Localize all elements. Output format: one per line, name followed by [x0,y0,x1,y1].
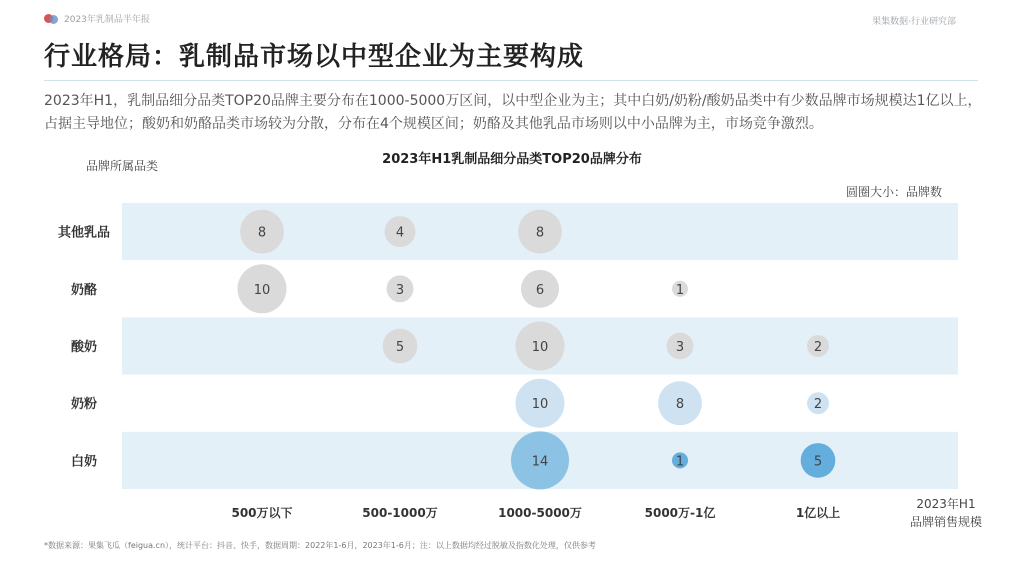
bubble-point [515,379,564,428]
bubble-point [807,392,829,414]
y-tick-labels [58,225,110,470]
bubble-value-label: 14 [531,454,549,470]
x-tick-label: 500万以下 [231,506,293,520]
y-tick-label: 奶酪 [70,282,98,298]
bubble-value-label: 2 [813,340,823,355]
bubble-value-label: 8 [675,397,685,413]
bubble-point [518,210,562,254]
y-tick-label: 酸奶 [70,340,98,355]
y-axis-label: 品牌所属品类 [86,159,159,173]
x-tick-label: 500-1000万 [362,506,438,520]
bubble-point [521,270,559,308]
x-tick-label: 1000-5000万 [498,506,582,520]
x-tick-label: 1亿以上 [795,506,841,520]
bubble-value-label: 10 [253,282,271,298]
bubble-value-label: 10 [531,397,549,413]
x-tick-labels [231,505,840,520]
bubble-point [240,210,284,254]
bubble-value-label: 2 [813,397,823,413]
y-tick-label: 奶粉 [70,397,98,413]
chart-title: 2023年H1乳制品细分品类TOP20品牌分布 [382,152,642,167]
bubble-value-label: 6 [535,282,545,298]
bubble-value-label: 8 [257,225,267,241]
bubble-point [807,335,829,357]
x-axis-label-line1: 2023年H1 [916,497,976,511]
bubble-point [667,333,694,360]
x-tick-label: 5000万-1亿 [644,506,716,520]
bubble-value-label: 1 [675,282,685,298]
page-title: 行业格局：乳制品市场以中型企业为主要构成 [44,42,585,72]
bubble-value-label: 5 [395,340,405,355]
bubble-value-label: 1 [675,454,685,470]
x-axis-label-line2: 品牌销售规模 [909,515,983,529]
org-name: 果集数据·行业研究部 [872,17,956,27]
summary-text: 2023年H1，乳制品细分品类TOP20品牌主要分布在1000-5000万区间，以中型企业为主；其中白奶/奶粉/酸奶品类中有少数品牌市场规模达1亿以上，占据主导地位；酸奶和奶酪品类市场较为分散，分布在4个规模区间；奶酪及其他乳品市场则以中小品牌为主，市场竞争激烈。 [44,93,982,132]
bubble-point [658,381,702,425]
bubble-point [384,216,415,247]
report-name: 2023年乳制品半年报 [64,15,150,25]
bubble-point [383,329,418,364]
bubble-value-label: 4 [395,225,405,241]
bubble-value-label: 5 [813,454,823,470]
bubble-value-label: 3 [675,340,685,355]
bubble-point [515,321,564,370]
bubble-point [387,275,414,302]
bubble-value-label: 10 [531,340,549,355]
size-legend: 圆圈大小：品牌数 [845,185,942,199]
bubble-point [511,431,569,489]
bubble-value-label: 3 [395,282,405,298]
y-tick-label: 其他乳品 [57,225,111,241]
bubble-point [801,443,836,478]
y-tick-label: 白奶 [70,454,98,470]
footnote: *数据来源：果集飞瓜（feigua.cn），统计平台：抖音、快手，数据周期：2022年1-6月，2023年1-6月；注：以上数据均经过脱敏及指数化处理，仅供参考 [44,541,596,550]
bubble-point [237,264,286,313]
bubble-value-label: 8 [535,225,545,241]
